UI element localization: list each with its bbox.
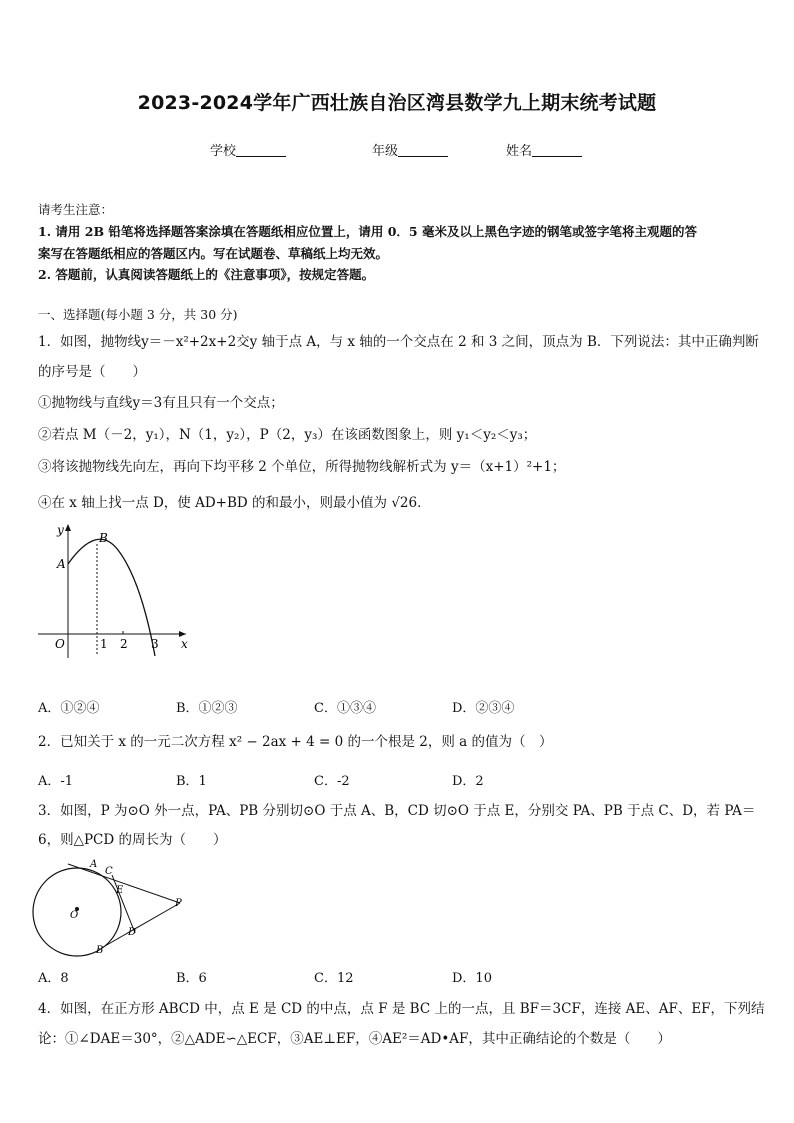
label-point-a: A bbox=[57, 557, 66, 571]
name-label: 姓名 bbox=[506, 144, 533, 159]
q1-choice-c: C．①③④ bbox=[314, 701, 376, 716]
tick-label-3: 3 bbox=[151, 637, 159, 651]
name-field bbox=[506, 140, 582, 159]
q1-choice-a: A．①②④ bbox=[38, 701, 100, 716]
q3-tangent-figure bbox=[30, 855, 195, 960]
q1-stem-line1: 1．如图，抛物线y＝－x²+2x+2交y 轴于点 A，与 x 轴的一个交点在 2 和 3 之间，顶点为 B．下列说法：其中正确判断 bbox=[38, 334, 759, 350]
label-a: A bbox=[90, 859, 98, 870]
q3-choice-c: C．12 bbox=[314, 971, 354, 986]
notice-item1-line2: 案写在答题纸相应的答题区内。写在试题卷、草稿纸上均无效。 bbox=[38, 246, 389, 261]
grade-blank bbox=[398, 144, 448, 157]
q1-choice-b: B．①②③ bbox=[176, 701, 238, 716]
q1-choice-d: D．②③④ bbox=[452, 701, 515, 716]
label-d: D bbox=[128, 927, 137, 938]
q3-stem-line1: 3．如图，P 为⊙O 外一点，PA、PB 分别切⊙O 于点 A、B，CD 切⊙O 于点 E，分别交 PA、PB 于点 C、D，若 PA＝ bbox=[38, 803, 756, 819]
tick-label-1: 1 bbox=[100, 637, 108, 651]
label-p: P bbox=[175, 898, 182, 909]
label-c: C bbox=[105, 866, 113, 877]
tick-label-2: 2 bbox=[120, 637, 128, 651]
name-blank bbox=[532, 144, 582, 157]
notice-item2: 2. 答题前，认真阅读答题纸上的《注意事项》，按规定答题。 bbox=[38, 267, 375, 282]
school-label: 学校 bbox=[210, 144, 237, 159]
parabola-curve bbox=[68, 539, 155, 656]
label-b: B bbox=[96, 945, 104, 956]
label-x: x bbox=[181, 637, 188, 651]
q1-statement-4: ④在 x 轴上找一点 D，使 AD+BD 的和最小，则最小值为 √26． bbox=[38, 495, 431, 511]
q2-choice-b: B．1 bbox=[176, 774, 207, 789]
label-y: y bbox=[57, 523, 64, 537]
page-title: 2023-2024学年广西壮族自治区湾县数学九上期末统考试题 bbox=[137, 92, 657, 114]
q3-choice-a: A．8 bbox=[38, 971, 69, 986]
y-axis-arrow bbox=[65, 524, 71, 531]
q1-statement-3: ③将该抛物线先向左，再向下均平移 2 个单位，所得抛物线解析式为 y＝（x+1）²+1； bbox=[38, 459, 566, 475]
grade-field bbox=[372, 140, 448, 159]
q1-stem-line2: 的序号是（ ） bbox=[38, 364, 146, 380]
label-o: O bbox=[70, 910, 79, 921]
label-point-b: B bbox=[99, 531, 108, 545]
q4-stem-line1: 4．如图，在正方形 ABCD 中，点 E 是 CD 的中点，点 F 是 BC 上的一点，且 BF＝3CF，连接 AE、AF、EF，下列结 bbox=[38, 1001, 765, 1017]
q1-statement-1: ①抛物线与直线y＝3有且只有一个交点； bbox=[38, 395, 284, 411]
tangent-line-pa bbox=[68, 864, 180, 903]
label-origin: O bbox=[55, 637, 65, 651]
tangent-line-pb bbox=[105, 903, 180, 946]
q2-stem: 2．已知关于 x 的一元二次方程 x² − 2ax + 4 = 0 的一个根是 2，则 a 的值为（ ） bbox=[38, 734, 553, 750]
grade-label: 年级 bbox=[372, 144, 399, 159]
q1-statement-2: ②若点 M（－2，y₁），N（1，y₂），P（2，y₃）在该函数图象上，则 y₁＜y₂＜y₃； bbox=[38, 427, 537, 443]
notice-item1-line1: 1. 请用 2B 铅笔将选择题答案涂填在答题纸相应位置上，请用 0．5 毫米及以上黑色字迹的钢笔或签字笔将主观题的答 bbox=[38, 224, 697, 239]
q4-stem-line2: 论：①∠DAE＝30°，②△ADE∽△ECF，③AE⊥EF，④AE²＝AD•AF，其中正确结论的个数是（ ） bbox=[38, 1031, 671, 1047]
section1-heading: 一、选择题(每小题 3 分，共 30 分) bbox=[38, 307, 238, 322]
q3-stem-line2: 6，则△PCD 的周长为（ ） bbox=[38, 832, 227, 848]
label-e: E bbox=[116, 885, 124, 896]
q3-choice-b: B．6 bbox=[176, 971, 207, 986]
q2-choice-c: C．-2 bbox=[314, 774, 350, 789]
school-blank bbox=[236, 144, 286, 157]
q2-choice-a: A．-1 bbox=[38, 774, 74, 789]
q1-parabola-graph bbox=[30, 520, 200, 660]
school-field bbox=[210, 140, 286, 159]
q3-choice-d: D．10 bbox=[452, 971, 492, 986]
notice-heading: 请考生注意： bbox=[38, 202, 114, 217]
q2-choice-d: D．2 bbox=[452, 774, 484, 789]
